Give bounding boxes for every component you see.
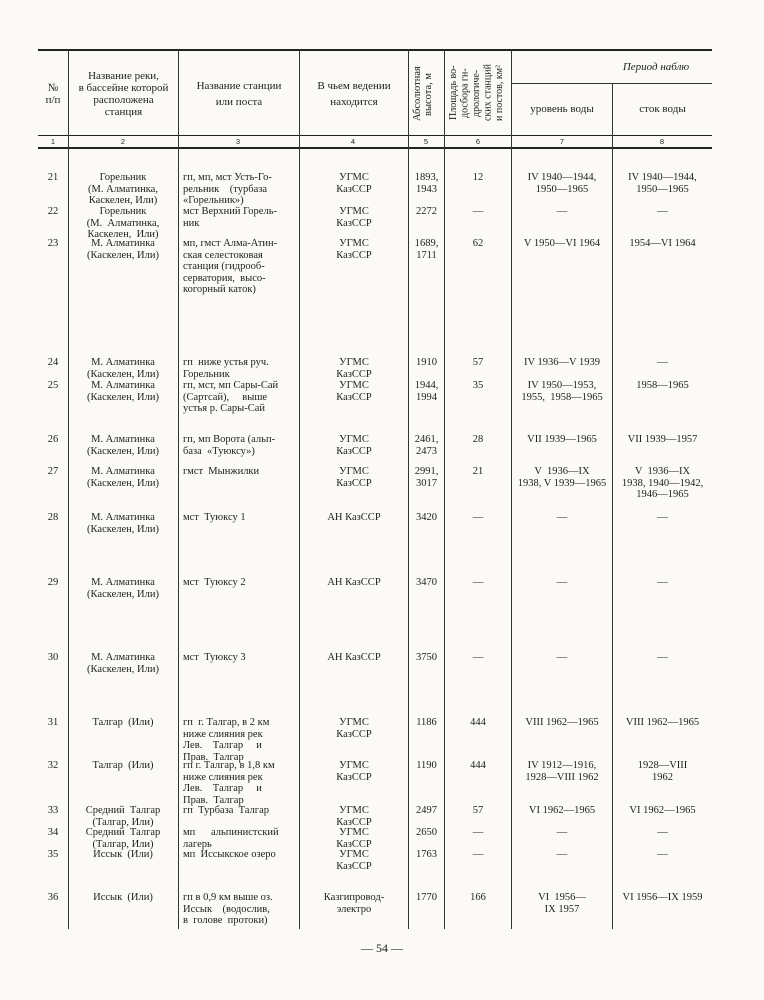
- row-number: 27: [47, 466, 59, 477]
- catchment-area: 444: [470, 760, 486, 771]
- river-name: Талгар (Или): [92, 717, 154, 728]
- row-number: 25: [47, 380, 59, 391]
- station-name: гп г. Талгар, в 2 км ниже слияния рек Лев. Талгар и Прав. Талгар: [183, 717, 270, 763]
- department: УГМС КазССР: [336, 827, 372, 850]
- river-name: Горельник (М. Алматинка, Каскелен, Или): [86, 206, 160, 240]
- catchment-area: 444: [470, 717, 486, 728]
- page-number: — 54 —: [361, 941, 403, 955]
- catchment-area: 21: [472, 466, 484, 477]
- station-name: мп альпинистский лагерь: [183, 827, 279, 850]
- department: АН КазССР: [327, 577, 381, 588]
- river-name: М. Алматинка (Каскелен, Или): [87, 577, 159, 600]
- altitude: 2272: [416, 206, 437, 217]
- department: УГМС КазССР: [336, 434, 372, 457]
- river-name: Иссык (Или): [93, 849, 153, 860]
- column-number: 4: [350, 137, 356, 146]
- water-level-period: —: [556, 827, 568, 838]
- water-level-period: V 1950—VI 1964: [523, 238, 601, 249]
- column-number: 8: [659, 137, 665, 146]
- catchment-area: —: [472, 652, 484, 663]
- water-level-period: VI 1962—1965: [528, 805, 596, 816]
- water-flow-period: 1928—VIII 1962: [637, 760, 688, 783]
- header-number: № п/п: [45, 82, 61, 106]
- river-name: М. Алматинка (Каскелен, Или): [87, 512, 159, 535]
- river-name: Талгар (Или): [92, 760, 154, 771]
- water-flow-period: 1954—VI 1964: [629, 238, 696, 249]
- header-water-level: уровень воды: [530, 103, 594, 115]
- catchment-area: 166: [470, 892, 486, 903]
- column-number: 7: [559, 137, 565, 146]
- station-name: мст Туюксу 1: [183, 512, 246, 523]
- altitude: 2991, 3017: [414, 466, 439, 489]
- station-name: мп Иссыкское озеро: [183, 849, 276, 860]
- river-name: М. Алматинка (Каскелен, Или): [87, 434, 159, 457]
- department: УГМС КазССР: [336, 466, 372, 489]
- column-number: 1: [50, 137, 56, 146]
- river-name: Средний Талгар (Талгар, Или): [85, 827, 161, 850]
- department: Казгипровод- электро: [323, 892, 385, 915]
- water-flow-period: V 1936—IX 1938, 1940—1942, 1946—1965: [621, 466, 704, 500]
- station-name: гп в 0,9 км выше оз. Иссык (водослив, в голове протоки): [183, 892, 273, 926]
- department: АН КазССР: [327, 652, 381, 663]
- altitude: 2461, 2473: [414, 434, 439, 457]
- altitude: 1910: [416, 357, 437, 368]
- catchment-area: 62: [472, 238, 484, 249]
- row-number: 28: [47, 512, 59, 523]
- row-number: 33: [47, 805, 59, 816]
- catchment-area: —: [472, 206, 484, 217]
- river-name: М. Алматинка (Каскелен, Или): [87, 238, 159, 261]
- water-flow-period: VI 1956—IX 1959: [622, 892, 703, 903]
- river-name: Иссык (Или): [93, 892, 153, 903]
- department: АН КазССР: [327, 512, 381, 523]
- water-level-period: —: [556, 849, 568, 860]
- water-flow-period: VI 1962—1965: [629, 805, 696, 816]
- header-bottom-rule: [38, 135, 712, 136]
- water-level-period: IV 1912—1916, 1928—VIII 1962: [525, 760, 599, 783]
- catchment-area: —: [472, 512, 484, 523]
- river-name: М. Алматинка (Каскелен, Или): [87, 652, 159, 675]
- row-number: 21: [47, 172, 59, 183]
- department: УГМС КазССР: [336, 805, 372, 828]
- river-name: М. Алматинка (Каскелен, Или): [87, 357, 159, 380]
- water-flow-period: —: [657, 206, 668, 217]
- header-department: В чьем ведении находится: [317, 80, 391, 108]
- catchment-area: —: [472, 827, 484, 838]
- altitude: 3470: [416, 577, 437, 588]
- water-level-period: IV 1936—V 1939: [523, 357, 601, 368]
- water-flow-period: —: [657, 577, 668, 588]
- header-observation-period: Период наблю: [622, 61, 690, 73]
- altitude: 1770: [416, 892, 437, 903]
- column-divider: [68, 49, 69, 929]
- water-flow-period: —: [657, 652, 668, 663]
- water-level-period: —: [556, 206, 568, 217]
- station-name: мст Верхний Горель- ник: [183, 206, 277, 229]
- catchment-area: 35: [472, 380, 484, 391]
- row-number: 26: [47, 434, 59, 445]
- water-flow-period: —: [657, 827, 668, 838]
- catchment-area: 12: [472, 172, 484, 183]
- column-number: 3: [235, 137, 241, 146]
- water-flow-period: VIII 1962—1965: [625, 717, 700, 728]
- department: УГМС КазССР: [336, 717, 372, 740]
- altitude: 1190: [416, 760, 437, 771]
- row-number: 36: [47, 892, 59, 903]
- station-name: гп ниже устья руч. Горельник: [183, 357, 269, 380]
- river-name: Горельник (М. Алматинка, Каскелен, Или): [88, 172, 158, 206]
- water-flow-period: —: [657, 512, 668, 523]
- altitude: 1763: [416, 849, 437, 860]
- catchment-area: 28: [472, 434, 484, 445]
- department: УГМС КазССР: [336, 380, 372, 403]
- station-name: гп, мп, мст Усть-Го- рельник (турбаза «Горельник»): [183, 172, 272, 206]
- column-number: 2: [120, 137, 126, 146]
- altitude: 2650: [416, 827, 437, 838]
- header-altitude: Абсолютная высота, м: [412, 66, 434, 122]
- altitude: 1893, 1943: [414, 172, 439, 195]
- row-number: 35: [47, 849, 59, 860]
- catchment-area: 57: [472, 357, 484, 368]
- column-number-rule: [38, 147, 712, 149]
- altitude: 3420: [416, 512, 437, 523]
- water-level-period: V 1936—IX 1938, V 1939—1965: [517, 466, 607, 489]
- water-level-period: VII 1939—1965: [527, 434, 597, 445]
- altitude: 3750: [416, 652, 437, 663]
- water-level-period: VIII 1962—1965: [525, 717, 599, 728]
- column-number: 5: [423, 137, 429, 146]
- station-name: мст Туюксу 2: [183, 577, 246, 588]
- table-top-rule: [38, 49, 712, 51]
- header-river: Название реки, в бассейне которой расположена станция: [78, 70, 169, 118]
- river-name: М. Алматинка (Каскелен, Или): [87, 466, 159, 489]
- water-flow-period: VII 1939—1957: [627, 434, 698, 445]
- river-name: Средний Талгар (Талгар, Или): [85, 805, 161, 828]
- station-name: гп, мп Ворота (альп- база «Туюксу»): [183, 434, 276, 457]
- row-number: 34: [47, 827, 59, 838]
- station-name: мп, гмст Алма-Атин- ская селестоковая станция (гидрооб- серватория, высо- когорный каток): [183, 238, 278, 295]
- row-number: 22: [47, 206, 59, 217]
- column-divider: [178, 49, 179, 929]
- water-level-period: VI 1956— IX 1957: [538, 892, 586, 915]
- catchment-area: 57: [472, 805, 484, 816]
- row-number: 23: [47, 238, 59, 249]
- column-number: 6: [475, 137, 481, 146]
- river-name: М. Алматинка (Каскелен, Или): [87, 380, 159, 403]
- header-station: Название станции или поста: [196, 80, 282, 108]
- catchment-area: —: [472, 577, 484, 588]
- row-number: 24: [47, 357, 59, 368]
- department: УГМС КазССР: [336, 849, 372, 872]
- water-flow-period: —: [657, 849, 668, 860]
- water-level-period: IV 1950—1953, 1955, 1958—1965: [521, 380, 603, 403]
- row-number: 30: [47, 652, 59, 663]
- station-name: гп, мст, мп Сары-Сай (Сартсай), выше устья р. Сары-Сай: [183, 380, 279, 414]
- water-flow-period: —: [657, 357, 668, 368]
- station-name: гп г. Талгар, в 1,8 км ниже слияния рек Лев. Талгар и Прав. Талгар: [183, 760, 275, 806]
- row-number: 31: [47, 717, 59, 728]
- station-name: гп Турбаза Талгар: [183, 805, 269, 816]
- altitude: 1186: [416, 717, 437, 728]
- water-level-period: IV 1940—1944, 1950—1965: [527, 172, 597, 195]
- altitude: 2497: [416, 805, 437, 816]
- row-number: 29: [47, 577, 59, 588]
- header-catchment-area: Площадь во- досбора ги- дрологиче- ских станций и постов, км²: [448, 64, 505, 122]
- department: УГМС КазССР: [336, 172, 372, 195]
- water-level-period: —: [556, 577, 568, 588]
- water-flow-period: IV 1940—1944, 1950—1965: [628, 172, 697, 195]
- department: УГМС КазССР: [336, 357, 372, 380]
- catchment-area: —: [472, 849, 484, 860]
- station-name: гмст Мынжилки: [183, 466, 260, 477]
- department: УГМС КазССР: [336, 206, 372, 229]
- altitude: 1689, 1711: [414, 238, 439, 261]
- altitude: 1944, 1994: [414, 380, 439, 403]
- water-level-period: —: [556, 652, 568, 663]
- water-level-period: —: [556, 512, 568, 523]
- department: УГМС КазССР: [336, 760, 372, 783]
- station-name: мст Туюксу 3: [183, 652, 246, 663]
- department: УГМС КазССР: [336, 238, 372, 261]
- header-water-flow: сток воды: [639, 103, 686, 115]
- row-number: 32: [47, 760, 59, 771]
- water-flow-period: 1958—1965: [636, 380, 689, 391]
